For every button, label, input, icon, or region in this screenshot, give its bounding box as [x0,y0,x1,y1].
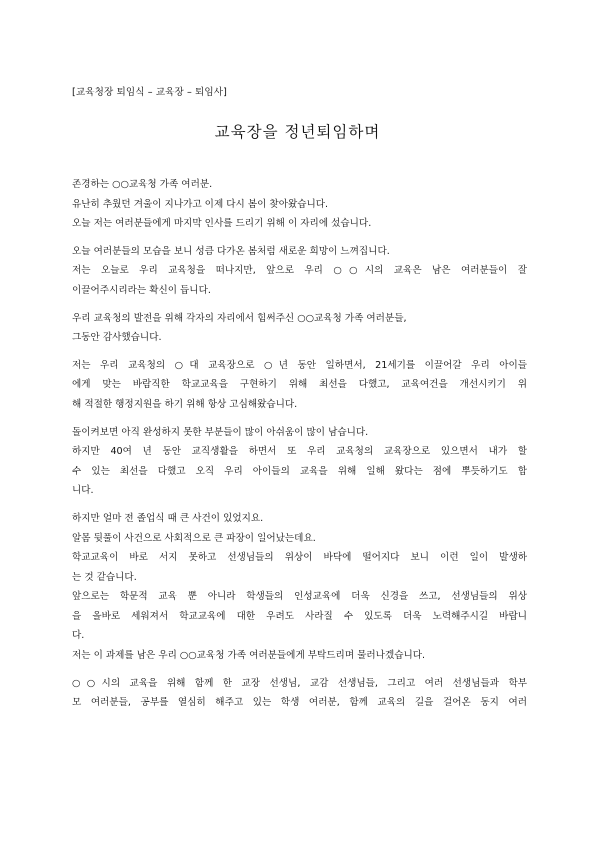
text-line: 저는 오늘로 우리 교육청을 떠나지만, 앞으로 우리 ○○시의 교육은 남은 여러분들이 잘 [72,265,527,277]
text-line: 다. [72,630,85,642]
text-line: 학교교육이 바로 서지 못하고 선생님들의 위상이 바닥에 떨어지다 보니 이런 일이 발생하 [72,552,527,564]
text-line: 하지만 얼마 전 졸업식 때 큰 사건이 있었지요. [72,512,264,524]
text-line: 이끌어주시리라는 확신이 듭니다. [72,284,211,296]
document-title: 교육장을 정년퇴임하며 [214,123,381,141]
text-line: 을 올바로 세워져서 학교교육에 대한 우려도 사라질 수 있도록 더욱 노력해주시길 바랍니 [72,610,527,622]
text-line: 수 있는 최선을 다했고 오직 우리 아이들의 교육을 위해 일해 왔다는 점에 뿌듯하기도 합 [72,465,527,477]
text-line: 하지만 40여 년 동안 교직생활을 하면서 또 우리 교육청의 교육장으로 있으면서 내가 할 [72,446,527,458]
paragraph [72,309,527,348]
text-line: 그동안 감사했습니다. [72,332,162,344]
text-line: 에게 맞는 바람직한 학교교육을 구현하기 위해 최선을 다했고, 교육여건을 개선시키기 위 [72,379,527,391]
paragraph [72,423,527,501]
text-line: 유난히 추웠던 겨울이 지나가고 이제 다시 봄이 찾아왔습니다. [72,198,329,210]
text-line: 알몸 뒷풀이 사건으로 사회적으로 큰 파장이 일어났는데요. [72,532,316,544]
document-header: [교육청장 퇴임식 – 교육장 – 퇴임사] [72,87,228,98]
paragraph [72,175,527,234]
paragraph [72,242,527,301]
paragraph [72,509,527,666]
text-line: 저는 이 과제를 남은 우리 ○○교육청 가족 여러분들에게 부탁드리며 물러나겠습니다. [72,650,426,662]
text-line: 해 적절한 행정지원을 하기 위해 항상 고심해왔습니다. [72,398,298,410]
text-line: 오늘 저는 여러분들에게 마지막 인사를 드리기 위해 이 자리에 섰습니다. [72,218,372,230]
text-line: 니다. [72,485,94,497]
paragraph [72,356,527,415]
text-line: 돌이켜보면 아직 완성하지 못한 부분들이 많이 아쉬움이 많이 남습니다. [72,426,369,438]
text-line: 모 여러분들, 공부를 열심히 해주고 있는 학생 여러분, 함께 교육의 길을 걸어온 동지 여러 [72,697,527,709]
document-body [72,175,527,721]
text-line: 앞으로는 학문적 교육 뿐 아니라 학생들의 인성교육에 더욱 신경을 쓰고, 선생님들의 위상 [72,591,527,603]
text-line: 우리 교육청의 발전을 위해 각자의 자리에서 힘써주신 ○○교육청 가족 여러분들, [72,312,407,324]
paragraph [72,674,527,713]
text-line: ○○시의 교육을 위해 함께 한 교장 선생님, 교감 선생님들, 그리고 여러 선생님들과 학부 [72,677,527,689]
text-line: 오늘 여러분들의 모습을 보니 성큼 다가온 봄처럼 새로운 희망이 느껴집니다. [72,245,390,257]
text-line: 는 것 같습니다. [72,571,137,583]
text-line: 저는 우리 교육청의 ○대 교육장으로 ○년 동안 일하면서, 21세기를 이끌어갈 우리 아이들 [72,359,527,371]
text-line: 존경하는 ○○교육청 가족 여러분. [72,179,213,190]
